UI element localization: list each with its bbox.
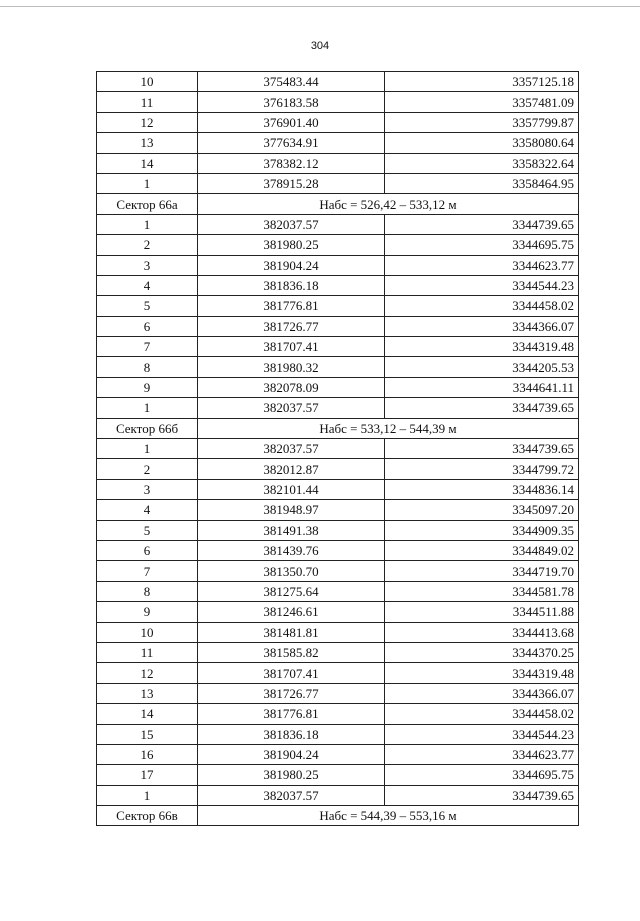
point-number: 10 bbox=[97, 622, 198, 642]
point-number: 1 bbox=[97, 214, 198, 234]
x-coordinate: 381726.77 bbox=[198, 316, 385, 336]
table-row bbox=[97, 561, 579, 581]
page-number: 304 bbox=[310, 40, 330, 52]
table-row bbox=[97, 683, 579, 703]
point-number: 11 bbox=[97, 92, 198, 112]
table-row bbox=[97, 92, 579, 112]
x-coordinate: 381585.82 bbox=[198, 642, 385, 662]
table-row bbox=[97, 153, 579, 173]
x-coordinate: 381707.41 bbox=[198, 337, 385, 357]
table-row bbox=[97, 133, 579, 153]
x-coordinate: 378382.12 bbox=[198, 153, 385, 173]
table-row bbox=[97, 357, 579, 377]
point-number: 15 bbox=[97, 724, 198, 744]
table-row bbox=[97, 581, 579, 601]
table-row bbox=[97, 622, 579, 642]
y-coordinate: 3344511.88 bbox=[385, 602, 579, 622]
x-coordinate: 381491.38 bbox=[198, 520, 385, 540]
table-row bbox=[97, 724, 579, 744]
y-coordinate: 3344544.23 bbox=[385, 275, 579, 295]
y-coordinate: 3344623.77 bbox=[385, 255, 579, 275]
x-coordinate: 381948.97 bbox=[198, 500, 385, 520]
sector-name: Сектор 66а bbox=[97, 194, 198, 214]
y-coordinate: 3344544.23 bbox=[385, 724, 579, 744]
point-number: 2 bbox=[97, 235, 198, 255]
point-number: 3 bbox=[97, 479, 198, 499]
point-number: 9 bbox=[97, 602, 198, 622]
sector-header-row bbox=[97, 418, 579, 438]
y-coordinate: 3344370.25 bbox=[385, 642, 579, 662]
table-row bbox=[97, 540, 579, 560]
point-number: 12 bbox=[97, 663, 198, 683]
table-row bbox=[97, 520, 579, 540]
table-row bbox=[97, 112, 579, 132]
table-row bbox=[97, 479, 579, 499]
table-row bbox=[97, 398, 579, 418]
table-row bbox=[97, 500, 579, 520]
y-coordinate: 3344458.02 bbox=[385, 704, 579, 724]
table-row bbox=[97, 72, 579, 92]
table-row bbox=[97, 459, 579, 479]
table-row bbox=[97, 704, 579, 724]
point-number: 3 bbox=[97, 255, 198, 275]
table-row bbox=[97, 235, 579, 255]
point-number: 1 bbox=[97, 439, 198, 459]
x-coordinate: 381904.24 bbox=[198, 255, 385, 275]
x-coordinate: 381246.61 bbox=[198, 602, 385, 622]
point-number: 2 bbox=[97, 459, 198, 479]
point-number: 1 bbox=[97, 173, 198, 193]
point-number: 16 bbox=[97, 744, 198, 764]
point-number: 14 bbox=[97, 153, 198, 173]
x-coordinate: 381904.24 bbox=[198, 744, 385, 764]
x-coordinate: 381836.18 bbox=[198, 275, 385, 295]
point-number: 8 bbox=[97, 357, 198, 377]
point-number: 6 bbox=[97, 316, 198, 336]
point-number: 11 bbox=[97, 642, 198, 662]
point-number: 13 bbox=[97, 683, 198, 703]
table-row bbox=[97, 602, 579, 622]
y-coordinate: 3358322.64 bbox=[385, 153, 579, 173]
y-coordinate: 3357125.18 bbox=[385, 72, 579, 92]
table-row bbox=[97, 439, 579, 459]
sector-name: Сектор 66б bbox=[97, 418, 198, 438]
x-coordinate: 377634.91 bbox=[198, 133, 385, 153]
y-coordinate: 3357799.87 bbox=[385, 112, 579, 132]
sector-header-row bbox=[97, 194, 579, 214]
point-number: 7 bbox=[97, 561, 198, 581]
x-coordinate: 381350.70 bbox=[198, 561, 385, 581]
point-number: 9 bbox=[97, 377, 198, 397]
x-coordinate: 381776.81 bbox=[198, 704, 385, 724]
y-coordinate: 3344739.65 bbox=[385, 214, 579, 234]
y-coordinate: 3344849.02 bbox=[385, 540, 579, 560]
table-row bbox=[97, 316, 579, 336]
point-number: 10 bbox=[97, 72, 198, 92]
point-number: 1 bbox=[97, 785, 198, 805]
y-coordinate: 3344739.65 bbox=[385, 398, 579, 418]
y-coordinate: 3344205.53 bbox=[385, 357, 579, 377]
y-coordinate: 3344458.02 bbox=[385, 296, 579, 316]
point-number: 12 bbox=[97, 112, 198, 132]
x-coordinate: 376183.58 bbox=[198, 92, 385, 112]
x-coordinate: 382078.09 bbox=[198, 377, 385, 397]
x-coordinate: 381980.25 bbox=[198, 765, 385, 785]
sector-elevation-range: Набс = 544,39 – 553,16 м bbox=[198, 806, 579, 826]
y-coordinate: 3345097.20 bbox=[385, 500, 579, 520]
y-coordinate: 3344366.07 bbox=[385, 316, 579, 336]
sector-elevation-range: Набс = 526,42 – 533,12 м bbox=[198, 194, 579, 214]
x-coordinate: 381980.32 bbox=[198, 357, 385, 377]
y-coordinate: 3358080.64 bbox=[385, 133, 579, 153]
y-coordinate: 3344695.75 bbox=[385, 765, 579, 785]
x-coordinate: 382037.57 bbox=[198, 398, 385, 418]
x-coordinate: 382037.57 bbox=[198, 439, 385, 459]
x-coordinate: 381707.41 bbox=[198, 663, 385, 683]
x-coordinate: 381776.81 bbox=[198, 296, 385, 316]
y-coordinate: 3344739.65 bbox=[385, 439, 579, 459]
x-coordinate: 381481.81 bbox=[198, 622, 385, 642]
coordinates-table-body bbox=[97, 72, 579, 826]
point-number: 7 bbox=[97, 337, 198, 357]
x-coordinate: 382101.44 bbox=[198, 479, 385, 499]
table-row bbox=[97, 275, 579, 295]
y-coordinate: 3344623.77 bbox=[385, 744, 579, 764]
point-number: 13 bbox=[97, 133, 198, 153]
y-coordinate: 3344799.72 bbox=[385, 459, 579, 479]
table-row bbox=[97, 642, 579, 662]
point-number: 6 bbox=[97, 540, 198, 560]
table-row bbox=[97, 255, 579, 275]
x-coordinate: 381980.25 bbox=[198, 235, 385, 255]
x-coordinate: 378915.28 bbox=[198, 173, 385, 193]
table-row bbox=[97, 337, 579, 357]
point-number: 8 bbox=[97, 581, 198, 601]
table-row bbox=[97, 214, 579, 234]
y-coordinate: 3344319.48 bbox=[385, 663, 579, 683]
point-number: 4 bbox=[97, 500, 198, 520]
sector-header-row bbox=[97, 806, 579, 826]
y-coordinate: 3344641.11 bbox=[385, 377, 579, 397]
x-coordinate: 382012.87 bbox=[198, 459, 385, 479]
point-number: 17 bbox=[97, 765, 198, 785]
sector-elevation-range: Набс = 533,12 – 544,39 м bbox=[198, 418, 579, 438]
table-row bbox=[97, 765, 579, 785]
y-coordinate: 3344695.75 bbox=[385, 235, 579, 255]
y-coordinate: 3357481.09 bbox=[385, 92, 579, 112]
table-row bbox=[97, 744, 579, 764]
y-coordinate: 3344836.14 bbox=[385, 479, 579, 499]
y-coordinate: 3344719.70 bbox=[385, 561, 579, 581]
y-coordinate: 3344319.48 bbox=[385, 337, 579, 357]
point-number: 5 bbox=[97, 296, 198, 316]
x-coordinate: 376901.40 bbox=[198, 112, 385, 132]
table-row bbox=[97, 173, 579, 193]
point-number: 14 bbox=[97, 704, 198, 724]
x-coordinate: 381439.76 bbox=[198, 540, 385, 560]
point-number: 5 bbox=[97, 520, 198, 540]
scan-edge-line bbox=[0, 6, 640, 7]
y-coordinate: 3344739.65 bbox=[385, 785, 579, 805]
table-row bbox=[97, 663, 579, 683]
table-row bbox=[97, 296, 579, 316]
y-coordinate: 3344909.35 bbox=[385, 520, 579, 540]
y-coordinate: 3344413.68 bbox=[385, 622, 579, 642]
table-row bbox=[97, 377, 579, 397]
y-coordinate: 3344581.78 bbox=[385, 581, 579, 601]
y-coordinate: 3344366.07 bbox=[385, 683, 579, 703]
x-coordinate: 381836.18 bbox=[198, 724, 385, 744]
table-row bbox=[97, 785, 579, 805]
x-coordinate: 375483.44 bbox=[198, 72, 385, 92]
y-coordinate: 3358464.95 bbox=[385, 173, 579, 193]
x-coordinate: 382037.57 bbox=[198, 785, 385, 805]
coordinates-table bbox=[96, 71, 579, 826]
x-coordinate: 381275.64 bbox=[198, 581, 385, 601]
point-number: 4 bbox=[97, 275, 198, 295]
x-coordinate: 381726.77 bbox=[198, 683, 385, 703]
x-coordinate: 382037.57 bbox=[198, 214, 385, 234]
sector-name: Сектор 66в bbox=[97, 806, 198, 826]
point-number: 1 bbox=[97, 398, 198, 418]
